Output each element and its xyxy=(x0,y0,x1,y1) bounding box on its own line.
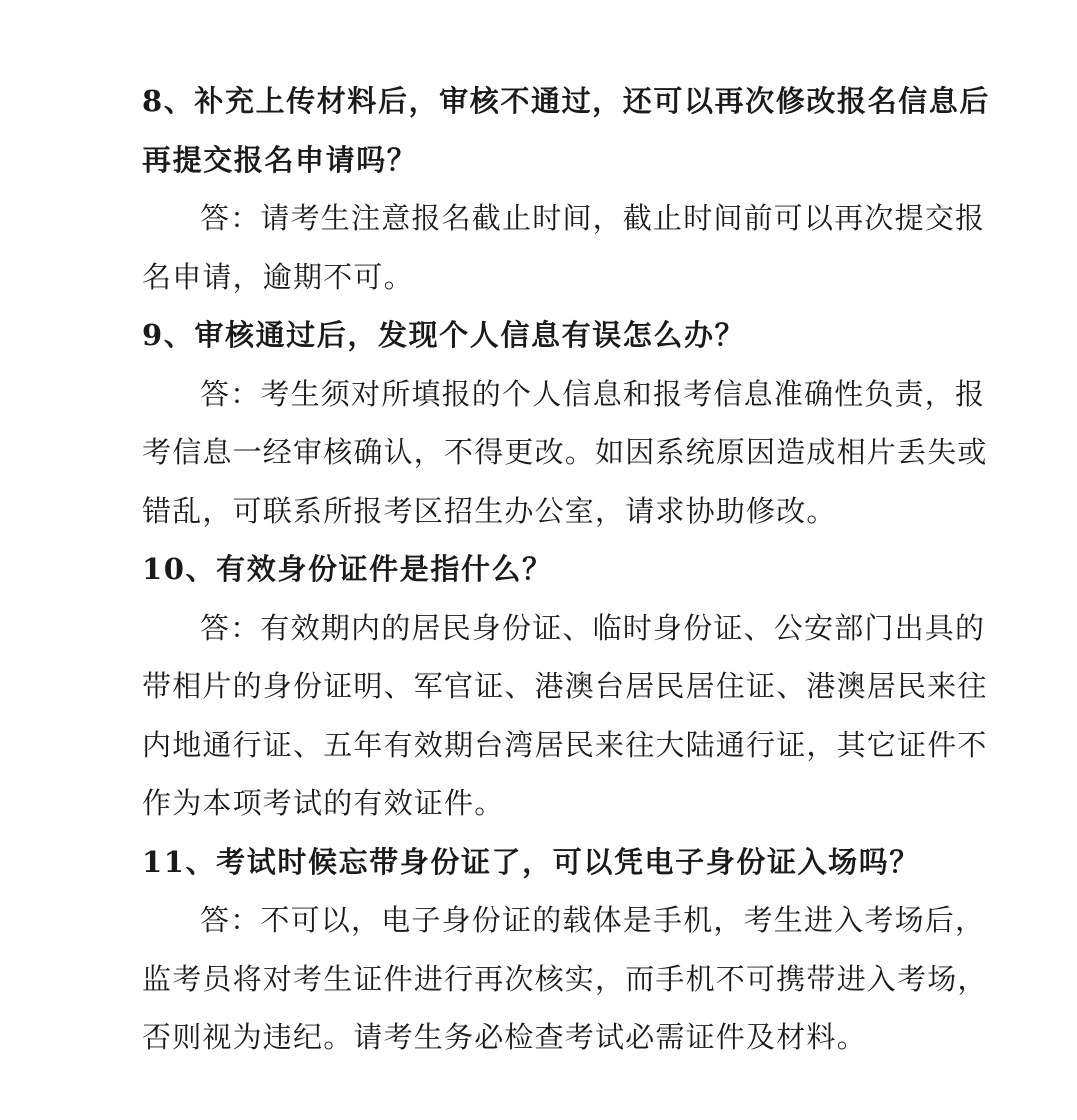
question-line: 9、审核通过后，发现个人信息有误怎么办？ xyxy=(142,318,746,352)
answer-line: 考信息一经审核确认，不得更改。如因系统原因造成相片丢失或 xyxy=(142,435,988,469)
faq-question xyxy=(142,833,942,892)
faq-item-9 xyxy=(142,306,988,540)
answer-line: 答：考生须对所填报的个人信息和报考信息准确性负责，报 xyxy=(200,376,986,411)
answer-line: 名申请，逾期不可。 xyxy=(142,259,414,294)
faq-item-11 xyxy=(142,833,988,1067)
question-line: 11、考试时候忘带身份证了，可以凭电子身份证入场吗？ xyxy=(142,844,920,879)
answer-line: 作为本项考试的有效证件。 xyxy=(142,786,505,820)
answer-line: 内地通行证、五年有效期台湾居民来往大陆通行证，其它证件不 xyxy=(142,727,988,762)
answer-line: 答：请考生注意报名截止时间，截止时间前可以再次提交报 xyxy=(200,201,986,235)
answer-line: 监考员将对考生证件进行再次核实，而手机不可携带进入考场， xyxy=(142,961,988,996)
faq-answer xyxy=(142,365,988,541)
faq-document xyxy=(142,72,990,1067)
faq-answer xyxy=(142,599,988,833)
answer-line: 否则视为违纪。请考生务必检查考试必需证件及材料。 xyxy=(142,1020,867,1054)
faq-answer xyxy=(142,189,986,306)
faq-question xyxy=(142,306,942,365)
question-line: 10、有效身份证件是指什么？ xyxy=(142,552,553,586)
answer-line: 答：不可以，电子身份证的载体是手机，考生进入考场后， xyxy=(200,903,986,937)
answer-line: 答：有效期内的居民身份证、临时身份证、公安部门出具的 xyxy=(200,610,986,645)
question-line: 8、补充上传材料后，审核不通过，还可以再次修改报名信息后 xyxy=(142,84,990,118)
faq-item-8 xyxy=(142,72,990,306)
faq-question xyxy=(142,540,942,599)
faq-answer xyxy=(142,891,988,1067)
faq-item-10 xyxy=(142,540,988,833)
question-line: 再提交报名申请吗？ xyxy=(142,142,418,177)
answer-line: 带相片的身份证明、军官证、港澳台居民居住证、港澳居民来往 xyxy=(142,669,988,703)
answer-line: 错乱，可联系所报考区招生办公室，请求协助修改。 xyxy=(142,493,837,528)
faq-question xyxy=(142,72,990,189)
